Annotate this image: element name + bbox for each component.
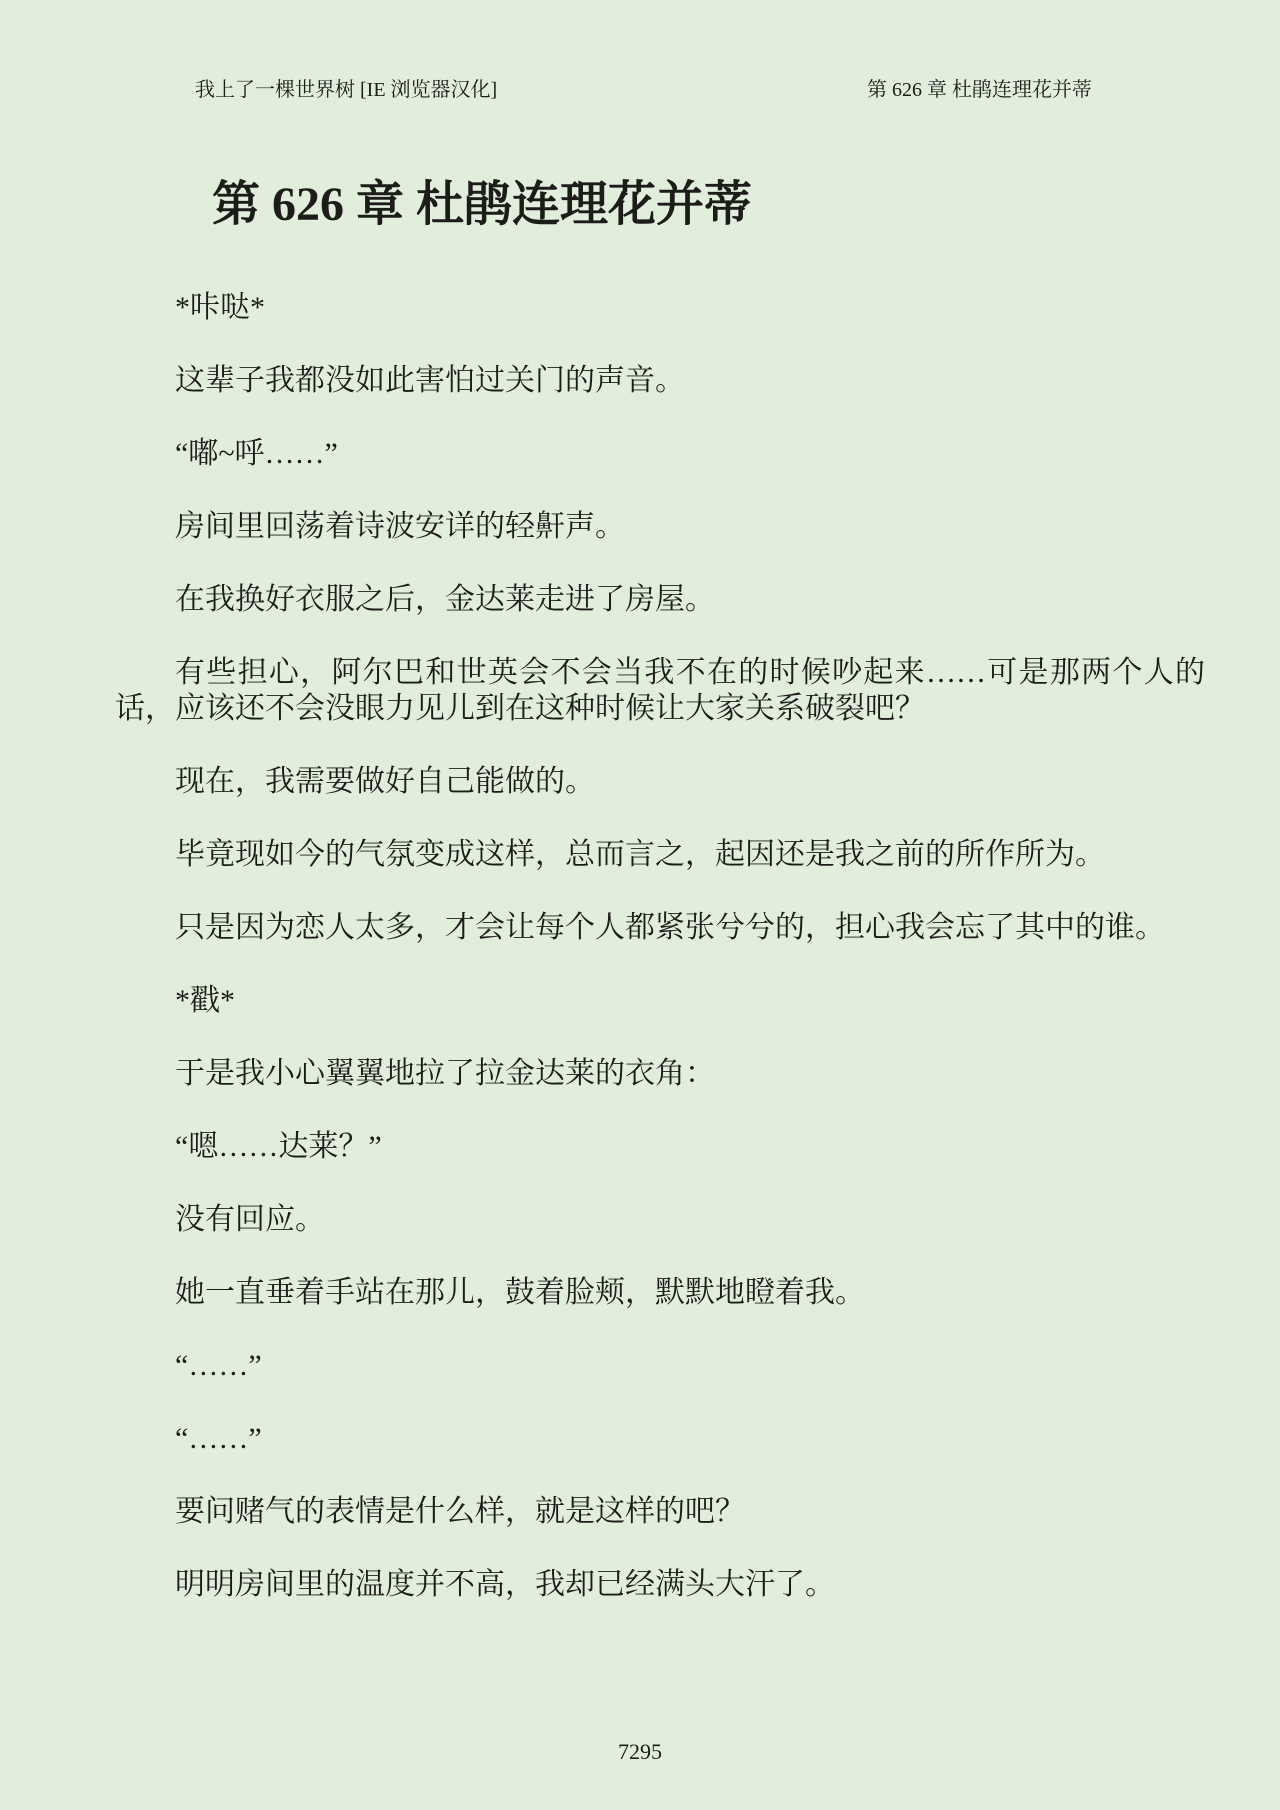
paragraph: 于是我小心翼翼地拉了拉金达莱的衣角： xyxy=(175,1057,715,1090)
page-footer xyxy=(0,1738,1280,1766)
chapter-title: 第 626 章 杜鹃连理花并蒂 xyxy=(212,178,753,231)
paragraph: “……” xyxy=(175,1349,262,1382)
paragraph: “……” xyxy=(175,1422,262,1455)
paragraph: *戳* xyxy=(175,984,235,1017)
paragraph: 只是因为恋人太多，才会让每个人都紧张兮兮的，担心我会忘了其中的谁。 xyxy=(175,911,1165,944)
header-chapter-ref: 第 626 章 杜鹃连理花并蒂 xyxy=(867,79,1092,101)
header-book-title: 我上了一棵世界树 [IE 浏览器汉化] xyxy=(195,79,498,101)
paragraph: 没有回应。 xyxy=(175,1203,325,1236)
page-number: 7295 xyxy=(618,1739,662,1764)
paragraph: *咔哒* xyxy=(175,291,265,324)
paragraph: “嗯……达莱？” xyxy=(175,1130,382,1163)
paragraph: 这辈子我都没如此害怕过关门的声音。 xyxy=(175,364,685,397)
content xyxy=(115,230,1205,1603)
paragraph: 有些担心，阿尔巴和世英会不会当我不在的时候吵起来……可是那两个人的话，应该还不会没眼力见儿到在这种时候让大家关系破裂吧？ xyxy=(115,656,1205,725)
paragraph: 明明房间里的温度并不高，我却已经满头大汗了。 xyxy=(175,1568,835,1601)
paragraph: 毕竟现如今的气氛变成这样，总而言之，起因还是我之前的所作所为。 xyxy=(175,838,1105,871)
paragraph: 要问赌气的表情是什么样，就是这样的吧？ xyxy=(175,1495,745,1528)
paragraph: “嘟~呼……” xyxy=(175,437,338,470)
paragraph: 房间里回荡着诗波安详的轻鼾声。 xyxy=(175,510,625,543)
page-header xyxy=(0,0,1280,102)
paragraph: 现在，我需要做好自己能做的。 xyxy=(175,765,595,798)
paragraph: 在我换好衣服之后，金达莱走进了房屋。 xyxy=(175,583,715,616)
paragraph: 她一直垂着手站在那儿，鼓着脸颊，默默地瞪着我。 xyxy=(175,1276,865,1309)
